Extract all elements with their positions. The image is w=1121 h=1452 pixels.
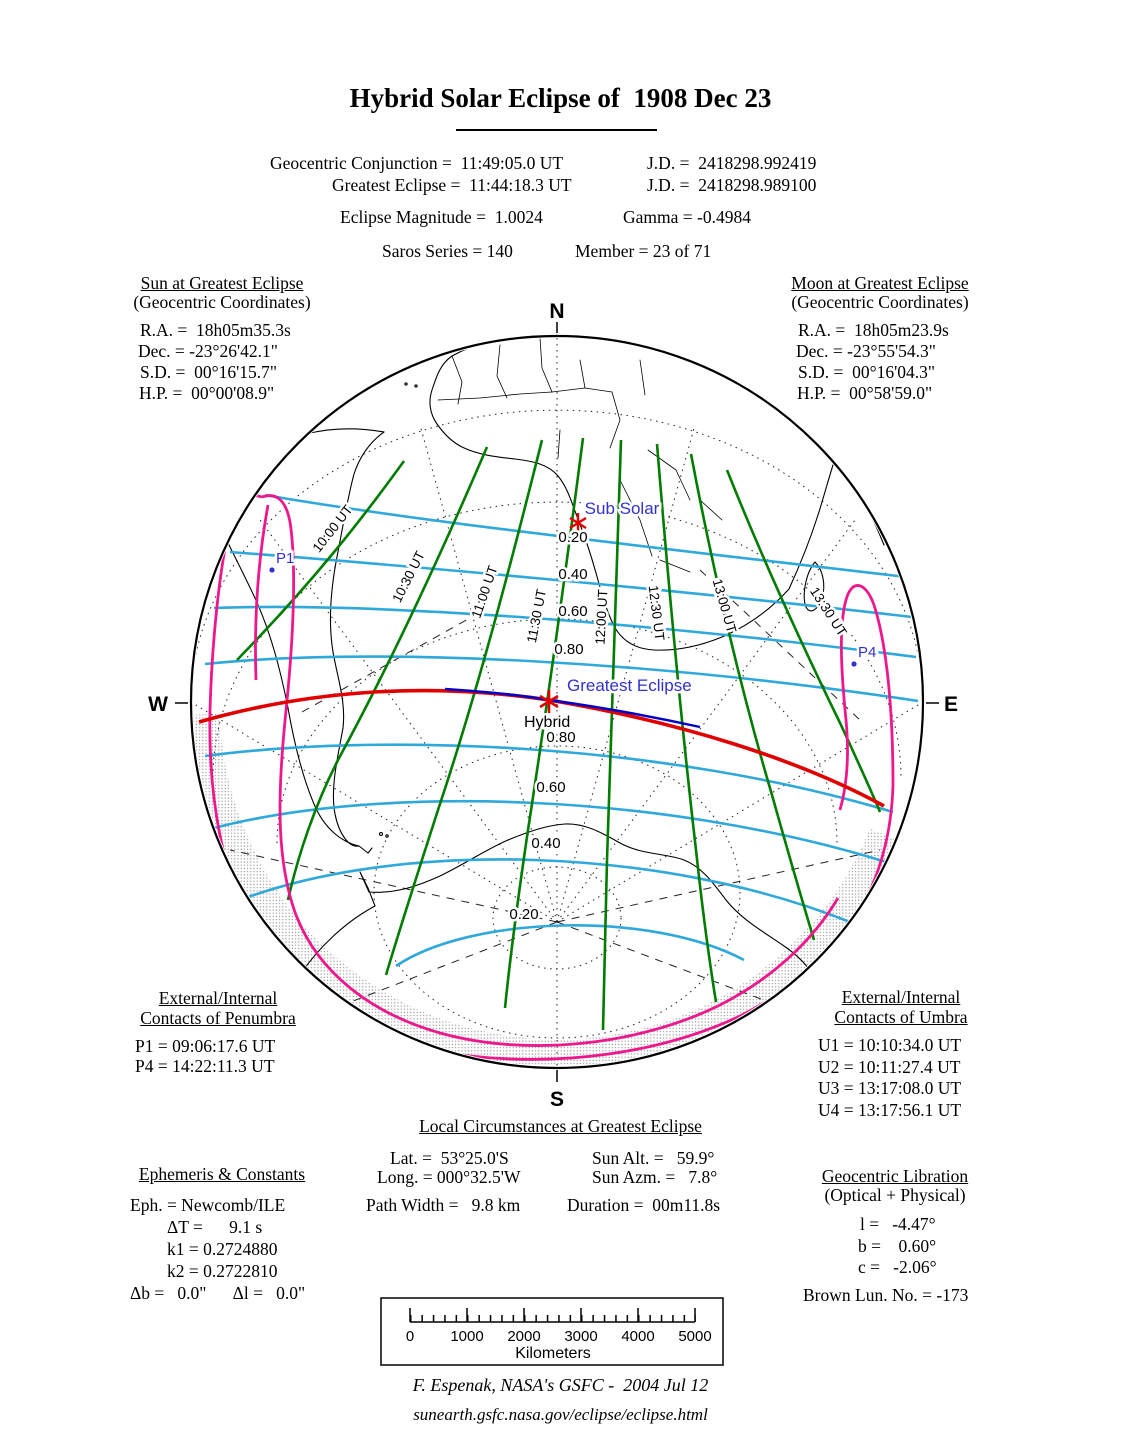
sun-ra: R.A. = 18h05m35.3s bbox=[140, 320, 291, 340]
libration-l: l = -4.47° bbox=[860, 1214, 936, 1234]
p1-label: P1 bbox=[276, 550, 295, 567]
libration-subtitle: (Optical + Physical) bbox=[824, 1185, 966, 1205]
duration-value: Duration = 00m11.8s bbox=[567, 1195, 721, 1215]
umbra-u1: U1 = 10:10:34.0 UT bbox=[818, 1035, 962, 1055]
contour-label-north-020: 0.20 bbox=[558, 529, 588, 546]
contour-label-north-040: 0.40 bbox=[558, 566, 588, 583]
umbra-contacts-title2: Contacts of Umbra bbox=[834, 1007, 968, 1027]
penumbra-p4: P4 = 14:22:11.3 UT bbox=[135, 1056, 275, 1076]
sun-dec: Dec. = -23°26'42.1" bbox=[138, 341, 278, 361]
ut-label-1130: 11:30 UT bbox=[523, 587, 550, 645]
contour-label-south-080: 0.80 bbox=[546, 729, 576, 746]
p4-point-icon bbox=[851, 661, 856, 666]
sun-azimuth-value: Sun Azm. = 7.8° bbox=[592, 1167, 718, 1187]
greatest-eclipse-label: Greatest Eclipse bbox=[567, 676, 692, 695]
ut-label-1030: 10:30 UT bbox=[389, 548, 428, 605]
ut-label-1200: 12:00 UT bbox=[592, 588, 611, 646]
local-circumstances-title: Local Circumstances at Greatest Eclipse bbox=[419, 1116, 702, 1136]
ut-label-1000: 10:00 UT bbox=[309, 502, 356, 556]
moon-block-title: Moon at Greatest Eclipse bbox=[791, 273, 969, 293]
scale-tick-4000: 4000 bbox=[621, 1328, 655, 1345]
libration-title: Geocentric Libration bbox=[821, 1166, 969, 1186]
sub-solar-label: Sub Solar bbox=[584, 499, 660, 518]
k2-value: k2 = 0.2722810 bbox=[167, 1261, 278, 1281]
hybrid-label: Hybrid bbox=[524, 714, 571, 731]
moon-dec: Dec. = -23°55'54.3" bbox=[796, 341, 936, 361]
ut-label-1100: 11:00 UT bbox=[468, 563, 501, 621]
source-url: sunearth.gsfc.nasa.gov/eclipse/eclipse.html bbox=[413, 1405, 708, 1424]
sun-sd: S.D. = 00°16'15.7" bbox=[140, 362, 278, 382]
umbra-contacts-title1: External/Internal bbox=[841, 987, 961, 1007]
path-width-value: Path Width = 9.8 km bbox=[366, 1195, 521, 1215]
ut-label-1230: 12:30 UT bbox=[645, 584, 668, 642]
author-credit: F. Espenak, NASA's GSFC - 2004 Jul 12 bbox=[412, 1375, 709, 1395]
scale-bar bbox=[381, 1298, 723, 1365]
page-title: Hybrid Solar Eclipse of 1908 Dec 23 bbox=[349, 83, 772, 113]
contour-label-south-060: 0.60 bbox=[536, 779, 566, 796]
moon-block-subtitle: (Geocentric Coordinates) bbox=[791, 292, 969, 312]
ephemeris-title: Ephemeris & Constants bbox=[138, 1164, 306, 1184]
east-label: E bbox=[944, 693, 959, 716]
brown-lunation-number: Brown Lun. No. = -173 bbox=[803, 1285, 969, 1305]
libration-b: b = 0.60° bbox=[858, 1236, 937, 1256]
scale-tick-3000: 3000 bbox=[564, 1328, 598, 1345]
saros-member: Member = 23 of 71 bbox=[575, 241, 712, 261]
sun-block-title: Sun at Greatest Eclipse bbox=[140, 273, 304, 293]
contour-label-north-080: 0.80 bbox=[554, 641, 584, 658]
moon-ra: R.A. = 18h05m23.9s bbox=[798, 320, 949, 340]
west-label: W bbox=[148, 693, 168, 716]
contour-label-south-020: 0.20 bbox=[509, 906, 539, 923]
scale-tick-1000: 1000 bbox=[450, 1328, 484, 1345]
p1-point-icon bbox=[269, 567, 274, 572]
scale-major-ticks bbox=[410, 1308, 695, 1322]
k1-value: k1 = 0.2724880 bbox=[167, 1239, 278, 1259]
sun-hp: H.P. = 00°00'08.9" bbox=[139, 383, 275, 403]
greatest-eclipse-time: Greatest Eclipse = 11:44:18.3 UT bbox=[332, 175, 572, 195]
south-label: S bbox=[549, 1088, 565, 1111]
contour-label-north-060: 0.60 bbox=[558, 603, 588, 620]
penumbra-contacts-title1: External/Internal bbox=[158, 988, 278, 1008]
umbra-u4: U4 = 13:17:56.1 UT bbox=[818, 1100, 962, 1120]
saros-series: Saros Series = 140 bbox=[382, 241, 513, 261]
penumbra-p1: P1 = 09:06:17.6 UT bbox=[135, 1036, 276, 1056]
moon-sd: S.D. = 00°16'04.3" bbox=[798, 362, 936, 382]
contour-label-south-040: 0.40 bbox=[531, 835, 561, 852]
sun-block-subtitle: (Geocentric Coordinates) bbox=[133, 292, 311, 312]
p4-label: P4 bbox=[858, 644, 877, 661]
umbra-u3: U3 = 13:17:08.0 UT bbox=[818, 1078, 962, 1098]
ephemeris-source: Eph. = Newcomb/ILE bbox=[130, 1195, 286, 1215]
libration-c: c = -2.06° bbox=[858, 1257, 937, 1277]
greatest-eclipse-jd: J.D. = 2418298.989100 bbox=[647, 175, 817, 195]
scale-tick-0: 0 bbox=[405, 1328, 415, 1345]
scale-unit-label: Kilometers bbox=[515, 1345, 591, 1362]
penumbra-contacts-title2: Contacts of Penumbra bbox=[140, 1008, 296, 1028]
delta-b-l-values: Δb = 0.0" Δl = 0.0" bbox=[130, 1283, 306, 1303]
delta-t-value: ΔT = 9.1 s bbox=[167, 1217, 263, 1237]
scale-tick-2000: 2000 bbox=[507, 1328, 541, 1345]
title-rule bbox=[456, 129, 657, 131]
ut-label-1300: 13:00 UT bbox=[709, 577, 740, 635]
geocentric-conjunction: Geocentric Conjunction = 11:49:05.0 UT bbox=[270, 153, 564, 173]
conjunction-jd: J.D. = 2418298.992419 bbox=[647, 153, 817, 173]
eclipse-magnitude: Eclipse Magnitude = 1.0024 bbox=[340, 207, 543, 227]
ut-label-1330: 13:30 UT bbox=[807, 584, 850, 640]
gamma-value: Gamma = -0.4984 bbox=[623, 207, 751, 227]
longitude-value: Long. = 000°32.5'W bbox=[377, 1167, 521, 1187]
scale-tick-5000: 5000 bbox=[678, 1328, 712, 1345]
north-label: N bbox=[549, 300, 565, 323]
sun-altitude-value: Sun Alt. = 59.9° bbox=[592, 1148, 715, 1168]
latitude-value: Lat. = 53°25.0'S bbox=[390, 1148, 509, 1168]
moon-hp: H.P. = 00°58'59.0" bbox=[797, 383, 933, 403]
umbra-u2: U2 = 10:11:27.4 UT bbox=[818, 1057, 961, 1077]
